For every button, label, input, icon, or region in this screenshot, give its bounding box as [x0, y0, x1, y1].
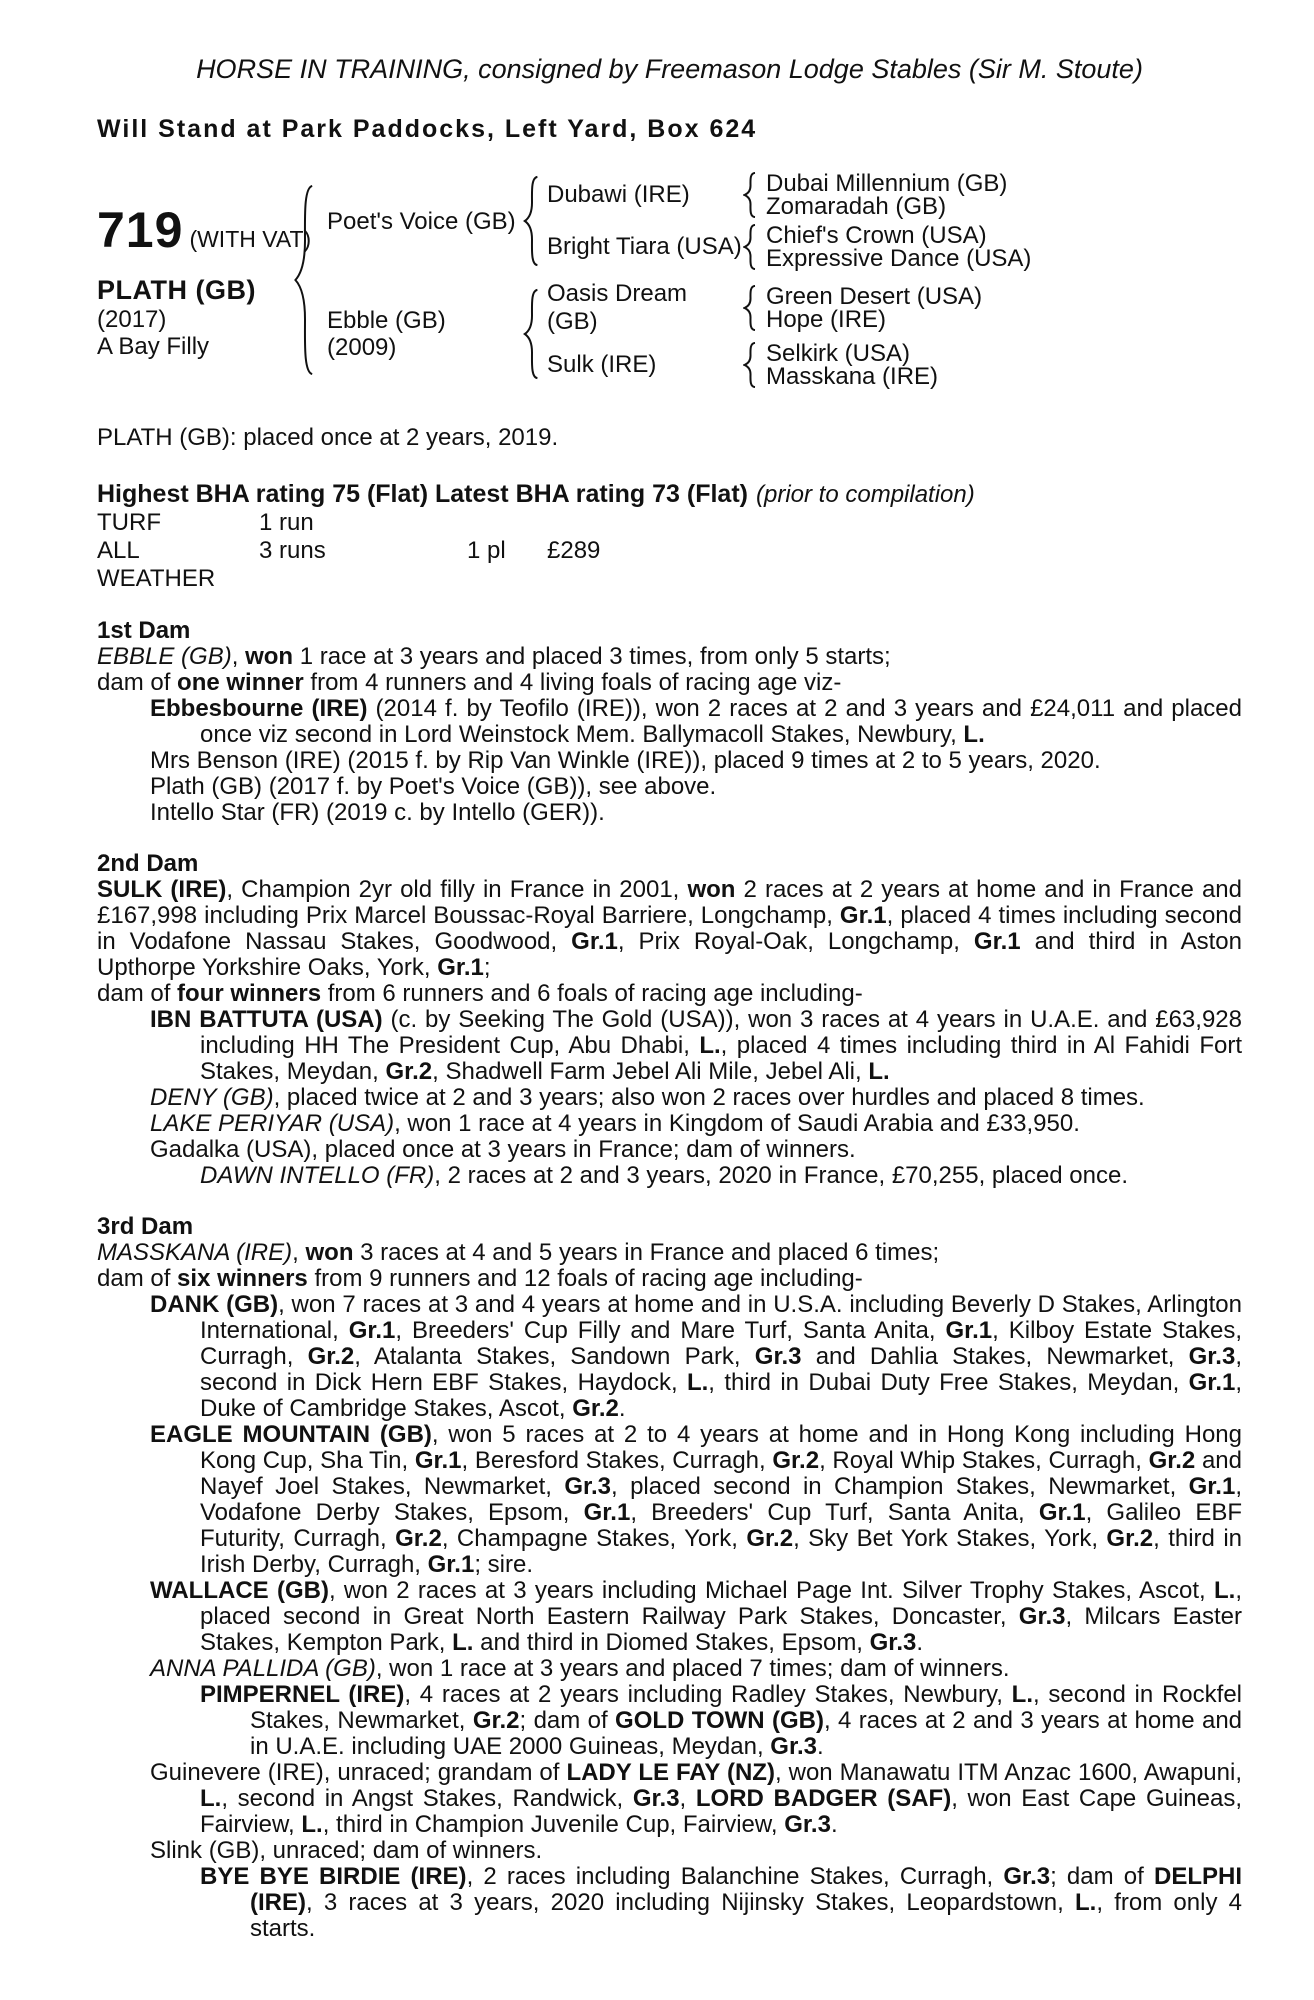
- text-run: , placed 4 times including second in Vodafone Nassau Stakes, Goodwood,: [97, 902, 1242, 955]
- gen3-pair: [766, 342, 938, 388]
- text-run: , placed second in Great North Eastern Railway Park Stakes, Doncaster,: [200, 1577, 1242, 1630]
- text-run: , Shadwell Farm Jebel Ali Mile, Jebel Ali,: [432, 1058, 869, 1085]
- text-run: , 3 races at 3 years, 2020 including Nijinsky Stakes, Leopardstown,: [306, 1889, 1075, 1916]
- text-run: Gr.3: [754, 1343, 802, 1370]
- catalog-paragraph: [97, 1266, 1242, 1292]
- text-run: Gr.3: [770, 1733, 817, 1760]
- text-run: GOLD TOWN (GB): [615, 1707, 824, 1734]
- catalog-paragraph: [97, 1292, 1242, 1422]
- text-run: Gr.1: [973, 928, 1021, 955]
- catalog-paragraph: [97, 1085, 1242, 1111]
- text-run: Gadalka (USA), placed once at 3 years in France; dam of winners.: [150, 1136, 856, 1163]
- text-run: 3 races at 4 and 5 years in France and placed 6 times;: [353, 1239, 940, 1266]
- text-run: , 4 races at 2 and 3 years at home and in U.A.E. including UAE 2000 Guineas, Meydan,: [250, 1707, 1243, 1760]
- text-run: , third in Irish Derby, Curragh,: [200, 1525, 1243, 1578]
- text-run: L.: [301, 1811, 323, 1838]
- catalog-paragraph: [97, 800, 1242, 826]
- gen3-name: Hope (IRE): [766, 306, 887, 333]
- text-run: , Champion 2yr old filly in France in 2001,: [226, 876, 688, 903]
- brace-icon: [743, 285, 758, 331]
- text-run: , Breeders' Cup Filly and Mare Turf, Santa Anita,: [395, 1317, 946, 1344]
- brace-icon: [523, 288, 541, 380]
- text-run: (c. by Seeking The Gold (USA)), won 3 races at 4 years in U.A.E. and £63,928 including HH The President Cup, Abu Dhabi,: [200, 1006, 1242, 1059]
- brace-icon: [743, 172, 758, 218]
- text-run: L.: [1075, 1889, 1097, 1916]
- catalog-paragraph: [97, 644, 1242, 670]
- text-run: L.: [868, 1058, 890, 1085]
- text-run: DANK (GB): [150, 1291, 279, 1318]
- text-run: Gr.1: [571, 928, 618, 955]
- catalog-paragraph: [97, 1422, 1242, 1578]
- catalog-paragraph: [97, 670, 1242, 696]
- text-run: , 4 races at 2 years including Radley Stakes, Newbury,: [404, 1681, 1012, 1708]
- gen3-pair: [766, 172, 1007, 218]
- text-run: ,: [679, 1785, 696, 1812]
- text-run: L.: [686, 1369, 709, 1396]
- dam-section: [97, 851, 1242, 1189]
- text-run: Gr.2: [385, 1058, 433, 1085]
- text-run: .: [618, 1395, 626, 1422]
- text-run: dam of: [97, 669, 178, 696]
- text-run: , won East Cape Guineas, Fairview,: [200, 1785, 1243, 1838]
- text-run: , Sky Bet York Stakes, York,: [793, 1525, 1107, 1552]
- text-run: Gr.1: [583, 1499, 631, 1526]
- text-run: , placed twice at 2 and 3 years; also won 2 races over hurdles and placed 8 times.: [273, 1084, 1145, 1111]
- text-run: MASSKANA (IRE): [97, 1239, 293, 1266]
- text-run: , Royal Whip Stakes, Curragh,: [819, 1447, 1149, 1474]
- text-run: , second in Angst Stakes, Randwick,: [221, 1785, 633, 1812]
- catalog-paragraph: [97, 1578, 1242, 1656]
- text-run: won: [245, 643, 294, 670]
- text-run: .: [817, 1733, 824, 1760]
- stat-earnings: [547, 509, 1242, 537]
- text-run: PIMPERNEL (IRE): [200, 1681, 405, 1708]
- dam-section: [97, 1214, 1242, 1942]
- race-stats: [97, 509, 1242, 593]
- text-run: ,: [292, 1239, 306, 1266]
- text-run: Slink (GB), unraced; dam of winners.: [150, 1837, 543, 1864]
- stat-row: [97, 509, 1242, 537]
- text-run: four winners: [177, 980, 322, 1007]
- text-run: Guinevere (IRE), unraced; grandam of: [150, 1759, 567, 1786]
- text-run: one winner: [177, 669, 304, 696]
- dam-half: [317, 280, 1242, 388]
- gen3-name: Zomaradah (GB): [766, 193, 947, 220]
- text-run: Gr.2: [1148, 1447, 1196, 1474]
- text-run: , second in Dick Hern EBF Stakes, Haydock,: [200, 1343, 1242, 1396]
- text-run: and Nayef Joel Stakes, Newmarket,: [200, 1447, 1242, 1500]
- text-run: dam of: [97, 1265, 178, 1292]
- stat-row: [97, 537, 1242, 593]
- brace-icon: [293, 182, 317, 378]
- sire-quarters: [547, 172, 1242, 270]
- gen3-pair: [766, 285, 982, 331]
- catalog-paragraph: [97, 1838, 1242, 1864]
- text-run: Gr.1: [1188, 1473, 1236, 1500]
- text-run: EAGLE MOUNTAIN (GB): [150, 1421, 432, 1448]
- text-run: 2 races at 2 years at home and in France and £167,998 including Prix Marcel Boussac-Royal Barriere, Longchamp,: [97, 876, 1243, 929]
- dam-name-block: [317, 307, 523, 361]
- text-run: , won 2 races at 3 years including Michael Page Int. Silver Trophy Stakes, Ascot,: [328, 1577, 1214, 1604]
- catalog-paragraph: [97, 877, 1242, 981]
- text-run: , won 5 races at 2 to 4 years at home and in Hong Kong including Hong Kong Cup, Sha Tin,: [200, 1421, 1243, 1474]
- text-run: Gr.3: [1003, 1863, 1051, 1890]
- sire-half: [317, 172, 1242, 270]
- text-run: L.: [1011, 1681, 1033, 1708]
- stat-earnings: £289: [547, 537, 601, 564]
- text-run: Gr.1: [348, 1317, 396, 1344]
- gen2-name: Dubawi (IRE): [547, 181, 690, 208]
- section-title: 3rd Dam: [97, 1213, 194, 1240]
- text-run: LADY LE FAY (NZ): [566, 1759, 775, 1786]
- text-run: Gr.2: [472, 1707, 520, 1734]
- pedigree-quarter: [547, 172, 1242, 218]
- text-run: Gr.2: [772, 1447, 820, 1474]
- catalog-paragraph: [97, 1864, 1242, 1942]
- lot-number: 719: [97, 201, 184, 258]
- color-sex: A Bay Filly: [97, 332, 210, 360]
- text-run: Intello Star (FR) (2019 c. by Intello (GER)).: [150, 799, 605, 826]
- text-run: , third in Dubai Duty Free Stakes, Meydan,: [708, 1369, 1189, 1396]
- text-run: , Beresford Stakes, Curragh,: [461, 1447, 773, 1474]
- text-run: Mrs Benson (IRE) (2015 f. by Rip Van Winkle (IRE)), placed 9 times at 2 to 5 years, 2020.: [150, 747, 1101, 774]
- brace-icon: [743, 224, 758, 270]
- dam-year: (2009): [327, 334, 397, 361]
- catalog-paragraph: [97, 1163, 1242, 1189]
- text-run: WALLACE (GB): [150, 1577, 329, 1604]
- text-run: Gr.1: [414, 1447, 462, 1474]
- bha-rating: Highest BHA rating 75 (Flat) Latest BHA rating 73 (Flat): [97, 480, 748, 508]
- catalog-paragraph: [97, 1656, 1242, 1682]
- text-run: Gr.2: [307, 1343, 355, 1370]
- text-run: L.: [699, 1032, 721, 1059]
- text-run: Gr.2: [1106, 1525, 1154, 1552]
- text-run: , Breeders' Cup Turf, Santa Anita,: [630, 1499, 1039, 1526]
- catalog-paragraph: [97, 748, 1242, 774]
- gen3-name: Selkirk (USA): [766, 340, 911, 367]
- text-run: , Duke of Cambridge Stakes, Ascot,: [200, 1369, 1243, 1422]
- pedigree-quarter: [547, 342, 1242, 388]
- text-run: , won 7 races at 3 and 4 years at home and in U.S.A. including Beverly D Stakes, Arlington International,: [200, 1291, 1243, 1344]
- text-run: L.: [200, 1785, 222, 1812]
- text-run: Gr.1: [1038, 1499, 1086, 1526]
- text-run: Gr.1: [945, 1317, 993, 1344]
- text-run: and Dahlia Stakes, Newmarket,: [801, 1343, 1189, 1370]
- text-run: from 4 runners and 4 living foals of racing age viz-: [303, 669, 842, 696]
- text-run: Gr.3: [632, 1785, 680, 1812]
- pedigree-tree: [317, 172, 1242, 388]
- text-run: from 6 runners and 6 foals of racing age including-: [321, 980, 863, 1007]
- text-run: Gr.3: [1018, 1603, 1066, 1630]
- lot-block: [97, 201, 312, 360]
- text-run: , won 1 race at 3 years and placed 7 times; dam of winners.: [375, 1655, 1010, 1682]
- text-run: ;: [483, 954, 491, 981]
- text-run: ,: [231, 643, 246, 670]
- text-run: SULK (IRE): [97, 876, 227, 903]
- pedigree-quarter: [547, 224, 1242, 270]
- catalog-paragraph: [97, 696, 1242, 748]
- bha-rating-line: [97, 480, 1242, 509]
- stat-placed: [467, 509, 547, 537]
- consignment-header: HORSE IN TRAINING, consigned by Freemason Lodge Stables (Sir M. Stoute): [196, 54, 1143, 84]
- text-run: BYE BYE BIRDIE (IRE): [200, 1863, 467, 1890]
- brace-icon: [523, 175, 541, 267]
- text-run: Gr.2: [746, 1525, 794, 1552]
- rating-note: (prior to compilation): [756, 481, 975, 508]
- text-run: and third in Diomed Stakes, Epsom,: [473, 1629, 870, 1656]
- text-run: and third in Aston Upthorpe Yorkshire Oaks, York,: [97, 928, 1242, 981]
- text-run: , Champagne Stakes, York,: [441, 1525, 747, 1552]
- text-run: from 9 runners and 12 foals of racing age including-: [307, 1265, 863, 1292]
- text-run: Gr.3: [564, 1473, 612, 1500]
- text-run: Ebbesbourne (IRE): [150, 695, 368, 722]
- catalog-paragraph: [97, 1240, 1242, 1266]
- horse-name: PLATH (GB): [97, 274, 256, 305]
- text-run: Gr.1: [1188, 1369, 1236, 1396]
- catalog-paragraph: [97, 1137, 1242, 1163]
- gen3-name: Green Desert (USA): [766, 283, 983, 310]
- text-run: Gr.1: [427, 1551, 475, 1578]
- text-run: Plath (GB) (2017 f. by Poet's Voice (GB)), see above.: [150, 773, 717, 800]
- text-run: , Prix Royal-Oak, Longchamp,: [617, 928, 974, 955]
- text-run: Gr.1: [839, 902, 887, 929]
- text-run: ; sire.: [474, 1551, 534, 1578]
- stat-runs: 1 run: [259, 509, 314, 536]
- text-run: Gr.2: [572, 1395, 619, 1422]
- text-run: L.: [963, 721, 985, 748]
- gen2-name: Bright Tiara (USA): [547, 233, 742, 260]
- text-run: , won Manawatu ITM Anzac 1600, Awapuni,: [774, 1759, 1243, 1786]
- text-run: , second in Rockfel Stakes, Newmarket,: [250, 1681, 1242, 1734]
- text-run: Gr.1: [437, 954, 484, 981]
- gen3-name: Dubai Millennium (GB): [766, 170, 1008, 197]
- text-run: , Galileo EBF Futurity, Curragh,: [200, 1499, 1243, 1552]
- text-run: , Milcars Easter Stakes, Kempton Park,: [200, 1603, 1242, 1656]
- catalog-paragraph: [97, 1007, 1242, 1085]
- text-run: LORD BADGER (SAF): [695, 1785, 952, 1812]
- section-title: 2nd Dam: [97, 850, 199, 877]
- text-run: DELPHI (IRE): [250, 1863, 1243, 1916]
- text-run: , 2 races at 2 and 3 years, 2020 in France, £70,255, placed once.: [434, 1162, 1129, 1189]
- text-run: , from only 4 starts.: [250, 1889, 1242, 1942]
- stand-location: Will Stand at Park Paddocks, Left Yard, Box 624: [97, 115, 758, 143]
- text-run: Gr.3: [869, 1629, 917, 1656]
- text-run: , won 1 race at 4 years in Kingdom of Saudi Arabia and £33,950.: [394, 1110, 1080, 1137]
- text-run: Gr.3: [1188, 1343, 1236, 1370]
- catalog-paragraph: [97, 1111, 1242, 1137]
- dam-sections: [97, 618, 1242, 1942]
- dam-name: Ebble (GB): [327, 307, 446, 334]
- gen2-name: Sulk (IRE): [547, 351, 657, 378]
- catalog-paragraph: [97, 1760, 1242, 1838]
- lot-number-row: [97, 201, 312, 259]
- section-title: 1st Dam: [97, 617, 191, 644]
- text-run: ANNA PALLIDA (GB): [150, 1655, 376, 1682]
- catalog-paragraph: [97, 774, 1242, 800]
- text-run: ; dam of: [1050, 1863, 1154, 1890]
- text-run: , third in Champion Juvenile Cup, Fairview,: [322, 1811, 785, 1838]
- text-run: ; dam of: [519, 1707, 616, 1734]
- stat-placed: 1 pl: [467, 537, 506, 564]
- sire-name: Poet's Voice (GB): [327, 207, 516, 235]
- text-run: , placed 4 times including third in Al Fahidi Fort Stakes, Meydan,: [200, 1032, 1242, 1085]
- gen3-name: Expressive Dance (USA): [766, 245, 1032, 272]
- text-run: , 2 races including Balanchine Stakes, Curragh,: [466, 1863, 1004, 1890]
- text-run: EBBLE (GB): [97, 643, 232, 670]
- race-summary: PLATH (GB): placed once at 2 years, 2019.: [97, 424, 559, 451]
- catalog-paragraph: [97, 981, 1242, 1007]
- stat-runs: 3 runs: [259, 537, 326, 564]
- dam-section: [97, 618, 1242, 826]
- pedigree-quarter: [547, 280, 1242, 336]
- text-run: .: [916, 1629, 924, 1656]
- text-run: L.: [1214, 1577, 1236, 1604]
- text-run: DENY (GB): [150, 1084, 274, 1111]
- gen2-name: Oasis Dream (GB): [547, 280, 688, 335]
- stat-surface: ALL WEATHER: [97, 537, 216, 592]
- text-run: DAWN INTELLO (FR): [200, 1162, 435, 1189]
- text-run: Gr.2: [395, 1525, 442, 1552]
- text-run: six winners: [177, 1265, 308, 1292]
- stat-surface: TURF: [97, 509, 161, 536]
- gen3-name: Chief's Crown (USA): [766, 222, 987, 249]
- text-run: Gr.3: [784, 1811, 831, 1838]
- catalog-paragraph: [97, 1682, 1242, 1760]
- text-run: won: [687, 876, 736, 903]
- text-run: L.: [452, 1629, 474, 1656]
- text-run: , Kilboy Estate Stakes, Curragh,: [200, 1317, 1242, 1370]
- text-run: won: [305, 1239, 354, 1266]
- vat-note: (WITH VAT): [189, 225, 312, 252]
- text-run: (2014 f. by Teofilo (IRE)), won 2 races at 2 and 3 years and £24,011 and placed once viz second in Lord Weinstock Mem. Ballymacoll Stakes, Newbury,: [200, 695, 1242, 748]
- text-run: dam of: [97, 980, 178, 1007]
- gen3-name: Masskana (IRE): [766, 363, 939, 390]
- text-run: 1 race at 3 years and placed 3 times, from only 5 starts;: [293, 643, 891, 670]
- text-run: , placed second in Champion Stakes, Newmarket,: [611, 1473, 1189, 1500]
- text-run: IBN BATTUTA (USA): [150, 1006, 383, 1033]
- pedigree-table: [97, 172, 1242, 388]
- gen3-pair: [766, 224, 1031, 270]
- text-run: , Atalanta Stakes, Sandown Park,: [354, 1343, 755, 1370]
- text-run: LAKE PERIYAR (USA): [150, 1110, 395, 1137]
- brace-icon: [743, 342, 758, 388]
- text-run: .: [830, 1811, 838, 1838]
- dam-quarters: [547, 280, 1242, 388]
- foal-year: (2017): [97, 305, 167, 333]
- text-run: , Vodafone Derby Stakes, Epsom,: [200, 1473, 1242, 1526]
